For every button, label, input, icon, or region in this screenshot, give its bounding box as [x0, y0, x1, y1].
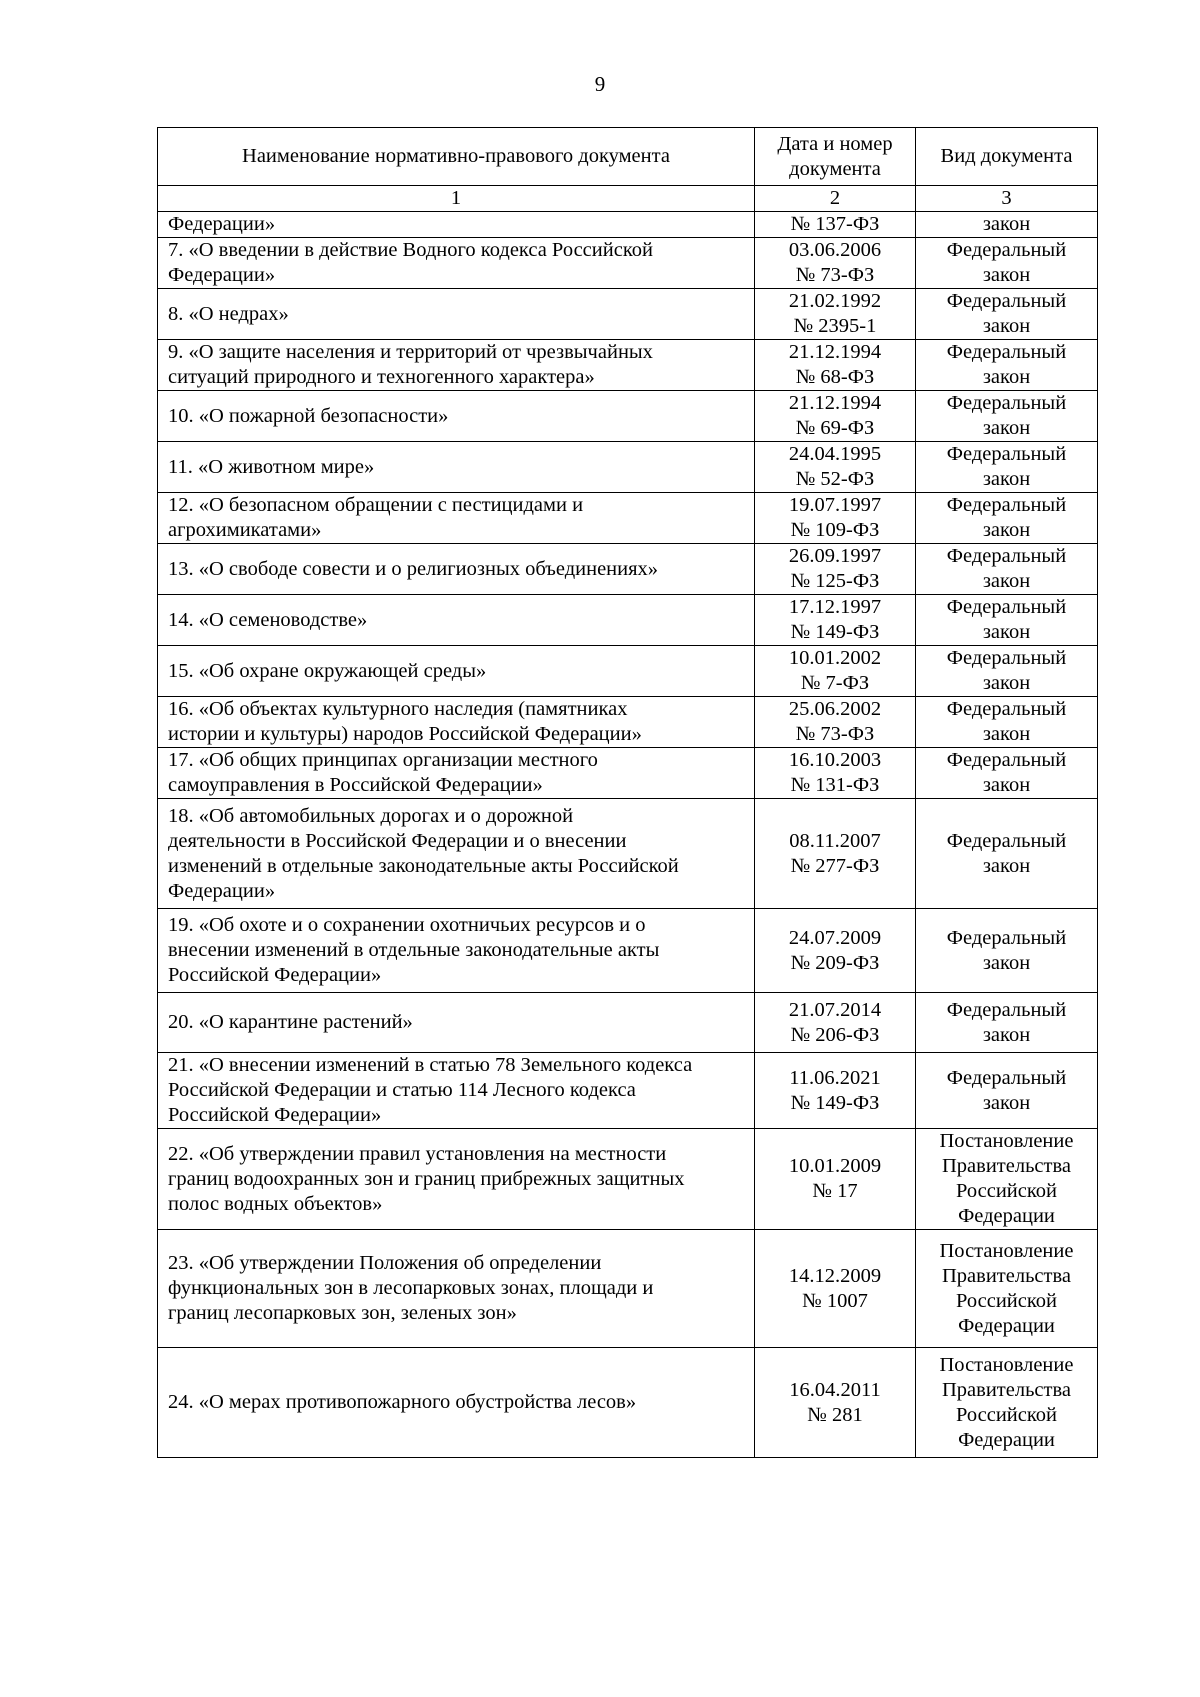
document-type-line: закон: [982, 264, 1031, 286]
document-date: 21.02.1992: [788, 290, 882, 312]
document-number: № 68-ФЗ: [795, 366, 875, 388]
document-type-line: Правительства: [941, 1155, 1071, 1177]
document-name-line: 16. «Об объектах культурного наследия (памятниках: [168, 698, 628, 720]
table-row: [158, 748, 1098, 799]
document-type-line: Федерации: [958, 1205, 1055, 1227]
document-name-line: Федерации»: [168, 879, 276, 902]
document-name-line: 23. «Об утверждении Положения об определении: [168, 1252, 602, 1274]
document-type-cell: [916, 697, 1098, 748]
document-name-cell: [158, 1348, 755, 1458]
page-number: 9: [594, 72, 606, 96]
document-name-line: 18. «Об автомобильных дорогах и о дорожной: [168, 804, 574, 827]
document-type-line: Федеральный: [946, 341, 1067, 363]
document-name-line: внесении изменений в отдельные законодательные акты: [168, 939, 660, 961]
document-name-line: Российской Федерации»: [168, 1104, 382, 1126]
document-name-cell: [158, 993, 755, 1053]
document-type-cell: [916, 238, 1098, 289]
document-name-line: Федерации»: [168, 264, 276, 286]
document-name-line: границ лесопарковых зон, зеленых зон»: [168, 1302, 517, 1324]
document-number: № 137-ФЗ: [790, 213, 880, 235]
header-date-line: Дата и номер: [777, 132, 893, 155]
document-type-cell: [916, 493, 1098, 544]
document-date: 10.01.2002: [788, 647, 882, 669]
document-date-number-cell: [755, 909, 916, 993]
document-number: № 209-ФЗ: [790, 951, 880, 974]
document-number: № 73-ФЗ: [795, 264, 875, 286]
document-type-line: Федеральный: [946, 698, 1067, 720]
document-type-line: Российской: [955, 1180, 1058, 1202]
document-name-line: 24. «О мерах противопожарного обустройства лесов»: [168, 1391, 637, 1413]
document-name-cell: [158, 646, 755, 697]
table-row: [158, 1129, 1098, 1230]
document-number: № 149-ФЗ: [790, 621, 880, 643]
document-type-cell: [916, 212, 1098, 238]
document-name-cell: [158, 909, 755, 993]
document-type-line: Федеральный: [946, 647, 1067, 669]
document-type-line: Правительства: [941, 1264, 1071, 1287]
document-name-cell: [158, 595, 755, 646]
document-type-line: закон: [982, 417, 1031, 439]
header-type-text: Вид документа: [940, 145, 1073, 167]
document-name-line: Российской Федерации»: [168, 964, 382, 986]
document-name-line: 20. «О карантине растений»: [168, 1011, 413, 1033]
document-name-cell: [158, 238, 755, 289]
document-name-line: 10. «О пожарной безопасности»: [168, 404, 449, 427]
document-name-line: 11. «О животном мире»: [168, 455, 375, 478]
document-type-line: закон: [982, 672, 1031, 694]
document-date-number-cell: [755, 646, 916, 697]
document-date-number-cell: [755, 1230, 916, 1348]
column-number-3: 3: [916, 186, 1098, 212]
document-name-cell: [158, 1129, 755, 1230]
table-row: [158, 238, 1098, 289]
table-row: [158, 799, 1098, 909]
table-row: [158, 442, 1098, 493]
document-name-cell: [158, 799, 755, 909]
document-number: № 7-ФЗ: [800, 672, 870, 694]
document-type-line: закон: [982, 570, 1031, 592]
document-date-number-cell: [755, 289, 916, 340]
document-type-line: Федеральный: [946, 926, 1067, 949]
document-name-line: 7. «О введении в действие Водного кодекса Российской: [168, 239, 653, 261]
document-type-cell: [916, 289, 1098, 340]
document-type-line: закон: [982, 519, 1031, 541]
header-date-line: документа: [789, 157, 881, 180]
document-date-number-cell: [755, 1129, 916, 1230]
document-type-line: закон: [982, 774, 1031, 796]
document-number: № 1007: [802, 1289, 868, 1312]
document-name-cell: [158, 442, 755, 493]
table-row: [158, 595, 1098, 646]
document-date-number-cell: [755, 1053, 916, 1129]
document-name-line: деятельности в Российской Федерации и о внесении: [168, 829, 627, 852]
document-name-line: ситуаций природного и техногенного характера»: [168, 366, 595, 388]
document-number: № 281: [807, 1403, 863, 1426]
document-type-cell: [916, 646, 1098, 697]
document-date: 21.12.1994: [788, 341, 882, 363]
document-date: 16.04.2011: [789, 1378, 881, 1401]
document-date-number-cell: [755, 238, 916, 289]
document-name-cell: [158, 391, 755, 442]
document-date: 25.06.2002: [788, 698, 882, 720]
document-name-cell: [158, 340, 755, 391]
document-name-line: 22. «Об утверждении правил установления на местности: [168, 1142, 667, 1165]
table-row: [158, 993, 1098, 1053]
document-name-line: границ водоохранных зон и границ прибрежных защитных: [168, 1167, 685, 1190]
document-date-number-cell: [755, 212, 916, 238]
document-type-line: Федеральный: [946, 829, 1067, 852]
document-name-line: функциональных зон в лесопарковых зонах, площади и: [168, 1277, 654, 1299]
document-name-line: 19. «Об охоте и о сохранении охотничьих ресурсов и о: [168, 914, 646, 936]
document-type-line: закон: [982, 468, 1031, 490]
document-date: 21.07.2014: [788, 998, 882, 1021]
document-name-line: Российской Федерации и статью 114 Лесного кодекса: [168, 1079, 636, 1101]
document-date-number-cell: [755, 748, 916, 799]
document-date-number-cell: [755, 391, 916, 442]
document-type-cell: [916, 544, 1098, 595]
header-doc-type: [916, 128, 1098, 186]
document-name-cell: [158, 212, 755, 238]
table-row: [158, 340, 1098, 391]
document-name-line: истории и культуры) народов Российской Федерации»: [168, 723, 642, 745]
document-date-number-cell: [755, 1348, 916, 1458]
document-name-line: изменений в отдельные законодательные акты Российской: [168, 854, 679, 877]
table-row: [158, 1230, 1098, 1348]
table-row: [158, 1053, 1098, 1129]
document-type-cell: [916, 993, 1098, 1053]
document-date-number-cell: [755, 595, 916, 646]
document-date-number-cell: [755, 544, 916, 595]
table-row: [158, 289, 1098, 340]
table-row: [158, 212, 1098, 238]
document-type-cell: [916, 1053, 1098, 1129]
document-date-number-cell: [755, 493, 916, 544]
document-name-cell: [158, 289, 755, 340]
document-name-line: 15. «Об охране окружающей среды»: [168, 659, 487, 682]
document-name-line: 13. «О свободе совести и о религиозных объединениях»: [168, 557, 659, 580]
document-date-number-cell: [755, 697, 916, 748]
document-date: 16.10.2003: [788, 749, 882, 771]
document-number: № 52-ФЗ: [795, 468, 875, 490]
documents-table: [157, 127, 1098, 1458]
document-date: 08.11.2007: [789, 829, 881, 852]
document-date: 21.12.1994: [788, 392, 882, 414]
document-name-line: 9. «О защите населения и территорий от чрезвычайных: [168, 341, 653, 363]
header-name-text: Наименование нормативно-правового документа: [242, 145, 670, 167]
document-type-cell: [916, 340, 1098, 391]
document-type-line: Постановление: [939, 1130, 1074, 1152]
document-date: 03.06.2006: [788, 239, 882, 261]
document-type-cell: [916, 1348, 1098, 1458]
document-name-line: самоуправления в Российской Федерации»: [168, 774, 543, 796]
document-type-line: закон: [982, 854, 1031, 877]
document-name-line: Федерации»: [168, 213, 276, 235]
document-type-line: закон: [982, 621, 1031, 643]
document-type-line: закон: [982, 315, 1031, 337]
document-type-cell: [916, 1230, 1098, 1348]
document-name-cell: [158, 544, 755, 595]
document-type-cell: [916, 909, 1098, 993]
document-number: № 131-ФЗ: [790, 774, 880, 796]
document-number: № 2395-1: [793, 315, 877, 337]
table-row: [158, 493, 1098, 544]
document-name-line: полос водных объектов»: [168, 1192, 383, 1215]
document-name-line: 8. «О недрах»: [168, 302, 289, 325]
document-type-line: Российской: [955, 1289, 1058, 1312]
document-type-cell: [916, 442, 1098, 493]
document-name-cell: [158, 1230, 755, 1348]
document-date: 10.01.2009: [788, 1155, 882, 1177]
document-type-line: Постановление: [939, 1353, 1074, 1376]
document-name-line: 14. «О семеноводстве»: [168, 608, 368, 631]
document-type-cell: [916, 595, 1098, 646]
table-row: [158, 544, 1098, 595]
document-name-cell: [158, 1053, 755, 1129]
document-number: № 125-ФЗ: [790, 570, 880, 592]
document-date-number-cell: [755, 799, 916, 909]
document-date: 17.12.1997: [788, 596, 882, 618]
document-name-line: агрохимикатами»: [168, 519, 322, 541]
table-row: [158, 697, 1098, 748]
document-type-line: Федеральный: [946, 239, 1067, 261]
document-name-cell: [158, 493, 755, 544]
document-type-line: закон: [982, 366, 1031, 388]
document-type-line: закон: [982, 1023, 1031, 1046]
document-number: № 206-ФЗ: [790, 1023, 880, 1046]
document-number: № 109-ФЗ: [790, 519, 880, 541]
document-type-line: Федерации: [958, 1314, 1055, 1337]
document-type-line: Правительства: [941, 1378, 1071, 1401]
document-date-number-cell: [755, 442, 916, 493]
header-name: [158, 128, 755, 186]
table-row: [158, 646, 1098, 697]
document-type-line: Постановление: [939, 1239, 1074, 1262]
document-type-cell: [916, 799, 1098, 909]
document-number: № 277-ФЗ: [790, 854, 880, 877]
document-type-line: Федеральный: [946, 596, 1067, 618]
document-name-cell: [158, 748, 755, 799]
document-type-line: Федеральный: [946, 392, 1067, 414]
document-type-line: закон: [982, 1091, 1031, 1114]
document-type-line: Федеральный: [946, 443, 1067, 465]
table-row: [158, 391, 1098, 442]
document-type-cell: [916, 748, 1098, 799]
document-name-cell: [158, 697, 755, 748]
header-date-number: [755, 128, 916, 186]
document-date: 11.06.2021: [789, 1066, 881, 1089]
document-type-line: закон: [982, 213, 1031, 235]
document-type-line: Федеральный: [946, 494, 1067, 516]
document-type-line: Федеральный: [946, 290, 1067, 312]
document-date: 24.04.1995: [788, 443, 882, 465]
document-type-line: Федеральный: [946, 1066, 1067, 1089]
document-name-line: 21. «О внесении изменений в статью 78 Земельного кодекса: [168, 1054, 693, 1076]
document-type-line: Российской: [955, 1403, 1058, 1426]
column-number-1: 1: [158, 186, 755, 212]
document-type-line: Федеральный: [946, 545, 1067, 567]
document-number: № 17: [812, 1180, 858, 1202]
document-type-cell: [916, 391, 1098, 442]
column-number-2: 2: [755, 186, 916, 212]
document-type-line: закон: [982, 723, 1031, 745]
document-date-number-cell: [755, 993, 916, 1053]
document-number: № 149-ФЗ: [790, 1091, 880, 1114]
document-number: № 73-ФЗ: [795, 723, 875, 745]
document-name-line: 17. «Об общих принципах организации местного: [168, 749, 598, 771]
document-type-line: Федерации: [958, 1428, 1055, 1451]
document-number: № 69-ФЗ: [795, 417, 875, 439]
table-row: [158, 1348, 1098, 1458]
document-date: 14.12.2009: [788, 1264, 882, 1287]
document-type-line: Федеральный: [946, 998, 1067, 1021]
document-date: 26.09.1997: [788, 545, 882, 567]
table-row: [158, 909, 1098, 993]
document-type-line: Федеральный: [946, 749, 1067, 771]
document-date: 19.07.1997: [788, 494, 882, 516]
document-date-number-cell: [755, 340, 916, 391]
document-date: 24.07.2009: [788, 926, 882, 949]
document-type-line: закон: [982, 951, 1031, 974]
document-type-cell: [916, 1129, 1098, 1230]
document-name-line: 12. «О безопасном обращении с пестицидами и: [168, 494, 584, 516]
